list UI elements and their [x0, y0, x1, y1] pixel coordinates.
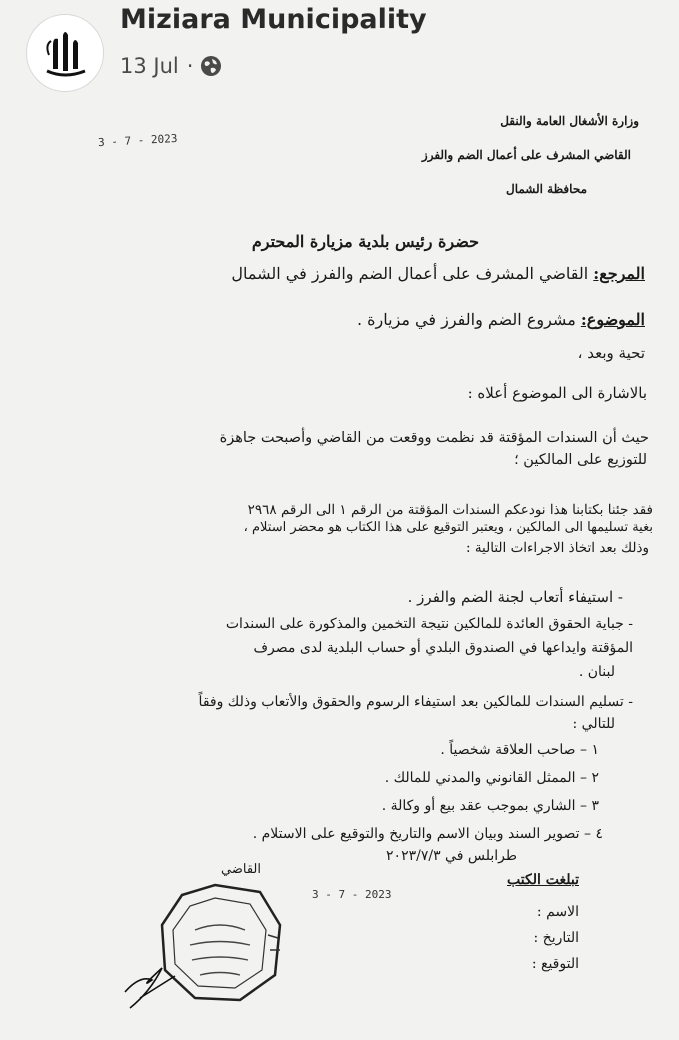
header-governorate: محافظة الشمال [505, 182, 587, 196]
numbered-2: ٢ – الممثل القانوني والمدني للمالك . [384, 770, 599, 786]
bullet-3-line2: للتالي : [572, 716, 615, 732]
post-meta [120, 54, 222, 78]
bullet-2-line3: لبنان . [578, 664, 615, 680]
greeting: تحية وبعد ، [577, 344, 645, 362]
numbered-1: ١ – صاحب العلاقة شخصياً . [440, 742, 599, 758]
numbered-4: ٤ – تصوير السند وبيان الاسم والتاريخ والتوقيع على الاستلام . [252, 826, 603, 842]
para2-line1: فقد جئنا بكتابنا هذا نودعكم السندات المؤقتة من الرقم ١ الى الرقم ٢٩٦٨ [247, 502, 653, 518]
globe-icon [200, 55, 222, 77]
receipt-date: التاريخ : [533, 930, 579, 946]
para2-line2: بغية تسليمها الى المالكين ، ويعتبر التوقيع على هذا الكتاب هو محضر استلام ، [243, 520, 653, 535]
avatar[interactable] [26, 14, 104, 92]
para1-line1: حيث أن السندات المؤقتة قد نظمت ووقعت من القاضي وأصبحت جاهزة [219, 430, 649, 446]
para1-line2: للتوزيع على المالكين ؛ [514, 452, 647, 468]
judge-title: القاضي [221, 862, 261, 877]
place-date: طرابلس في ٢٠٢٣/٧/٣ [386, 848, 517, 864]
header-ministry: وزارة الأشغال العامة والنقل [500, 114, 639, 128]
receipt-title: تبلغت الكتب [507, 872, 579, 888]
official-seal-icon [120, 880, 300, 1020]
page-name[interactable]: Miziara Municipality [120, 4, 427, 35]
header-judge: القاضي المشرف على أعمال الضم والفرز [421, 148, 631, 162]
bullet-2-line2: المؤقتة وايداعها في الصندوق البلدي أو حساب البلدية لدى مصرف [253, 640, 633, 656]
subject-label: الموضوع: [580, 310, 645, 329]
para2-line3: وذلك بعد اتخاذ الاجراءات التالية : [465, 540, 649, 556]
numbered-3: ٣ – الشاري بموجب عقد بيع أو وكالة . [381, 798, 599, 814]
letter-document [0, 100, 679, 1040]
meta-separator: · [186, 54, 194, 78]
addressee: حضرة رئيس بلدية مزيارة المحترم [251, 232, 479, 251]
reference-line [231, 264, 645, 283]
receipt-signature: التوقيع : [531, 956, 579, 972]
second-date-stamp: 3 - 7 - 2023 [312, 888, 392, 901]
subject-line [357, 310, 645, 329]
bullet-3-line1: - تسليم السندات للمالكين بعد استيفاء الرسوم والحقوق والأتعاب وذلك وفقاً [198, 694, 633, 710]
post-date[interactable]: 13 Jul [120, 54, 179, 78]
top-date-stamp: 3 - 7 - 2023 [97, 131, 178, 150]
official-seal-and-signature [120, 880, 300, 1020]
municipality-logo-icon [27, 15, 103, 91]
receipt-name: الاسم : [536, 904, 579, 920]
reference-label: المرجع: [593, 264, 645, 283]
post-header [0, 0, 679, 100]
intro: بالاشارة الى الموضوع أعلاه : [467, 384, 647, 402]
subject-text: مشروع الضم والفرز في مزيارة . [356, 310, 581, 329]
reference-text: القاضي المشرف على أعمال الضم والفرز في الشمال [231, 264, 594, 283]
bullet-1: - استيفاء أتعاب لجنة الضم والفرز . [407, 588, 623, 606]
bullet-2-line1: - جباية الحقوق العائدة للمالكين نتيجة التخمين والمذكورة على السندات [225, 616, 633, 632]
